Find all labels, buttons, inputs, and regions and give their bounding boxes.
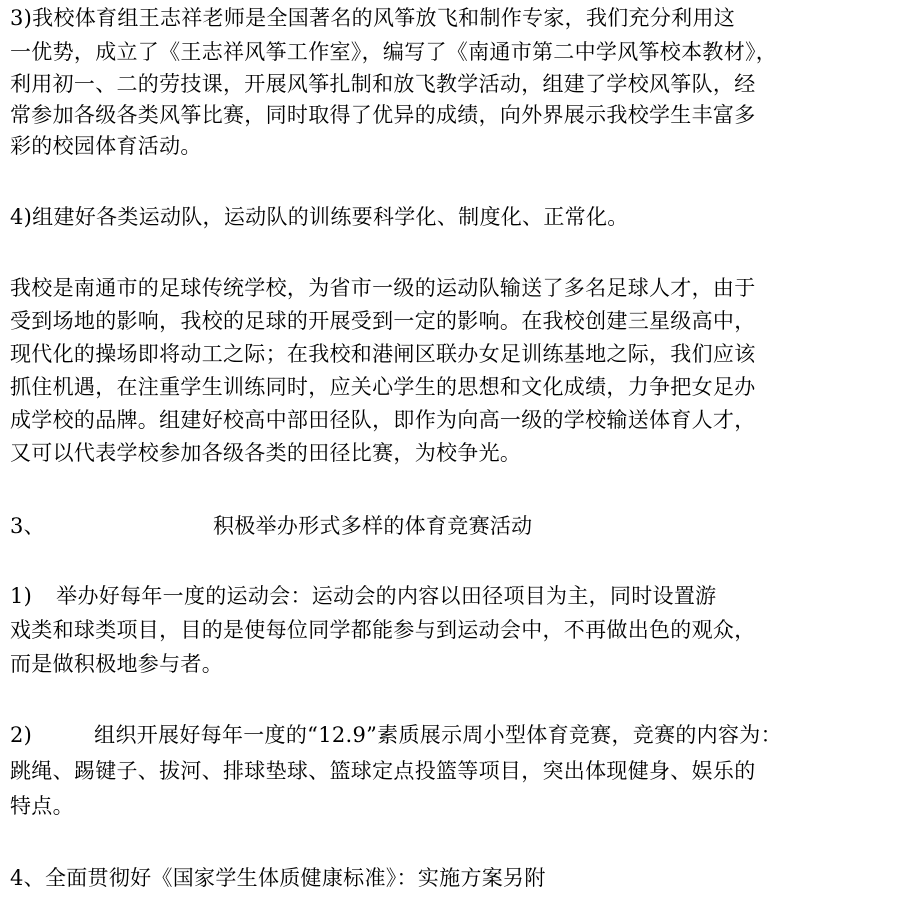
item-2-text: 组织开展好每年一度的“12.9”素质展示周小型体育竞赛，竞赛的内容为： [94, 723, 782, 747]
paragraph-football-line-3: 现代化的操场即将动工之际；在我校和港闸区联办女足训练基地之际，我们应该 [10, 342, 756, 366]
paragraph-football-line-1: 我校是南通市的足球传统学校，为省市一级的运动队输送了多名足球人才，由于 [10, 276, 756, 300]
item-number-1: 1) [10, 584, 33, 608]
paragraph-football-line-5: 成学校的品牌。组建好校高中部田径队，即作为向高一级的学校输送体育人才， [10, 408, 756, 432]
paragraph-football-line-2: 受到场地的影响，我校的足球的开展受到一定的影响。在我校创建三星级高中， [10, 309, 756, 333]
paragraph-sports-meet-line-2: 戏类和球类项目，目的是使每位同学都能参与到运动会中，不再做出色的观众， [10, 618, 756, 642]
paragraph-competition-line-1 [10, 721, 782, 749]
paragraph-kite-line-4: 常参加各级各类风筝比赛，同时取得了优异的成绩，向外界展示我校学生丰富多 [10, 103, 756, 127]
paragraph-football-line-4: 抓住机遇，在注重学生训练同时，应关心学生的思想和文化成绩，力争把女足办 [10, 375, 756, 399]
heading-section-3-text: 积极举办形式多样的体育竞赛活动 [212, 514, 533, 538]
heading-section-4: 4、全面贯彻好《国家学生体质健康标准》：实施方案另附 [10, 866, 546, 890]
item-1-text: 举办好每年一度的运动会：运动会的内容以田径项目为主，同时设置游 [56, 584, 717, 608]
paragraph-kite-line-1: 3)我校体育组王志祥老师是全国著名的风筝放飞和制作专家，我们充分利用这 [10, 6, 736, 30]
paragraph-sports-meet-line-1 [10, 582, 716, 610]
item-number-2: 2) [10, 723, 33, 747]
paragraph-competition-line-3: 特点。 [10, 794, 74, 818]
heading-section-3 [10, 512, 532, 540]
paragraph-sports-meet-line-3: 而是做积极地参与者。 [10, 652, 223, 676]
paragraph-football-line-6: 又可以代表学校参加各级各类的田径比赛，为校争光。 [10, 441, 522, 465]
paragraph-sports-teams: 4)组建好各类运动队，运动队的训练要科学化、制度化、正常化。 [10, 205, 629, 229]
heading-section-3-number: 3、 [10, 514, 45, 538]
paragraph-kite-line-3: 利用初一、二的劳技课，开展风筝扎制和放飞教学活动，组建了学校风筝队，经 [10, 72, 756, 96]
paragraph-kite-line-5: 彩的校园体育活动。 [10, 134, 202, 158]
paragraph-kite-line-2: 一优势，成立了《王志祥风筝工作室》，编写了《南通市第二中学风筝校本教材》， [10, 40, 778, 64]
paragraph-competition-line-2: 跳绳、踢键子、拔河、排球垫球、篮球定点投篮等项目，突出体现健身、娱乐的 [10, 759, 756, 783]
